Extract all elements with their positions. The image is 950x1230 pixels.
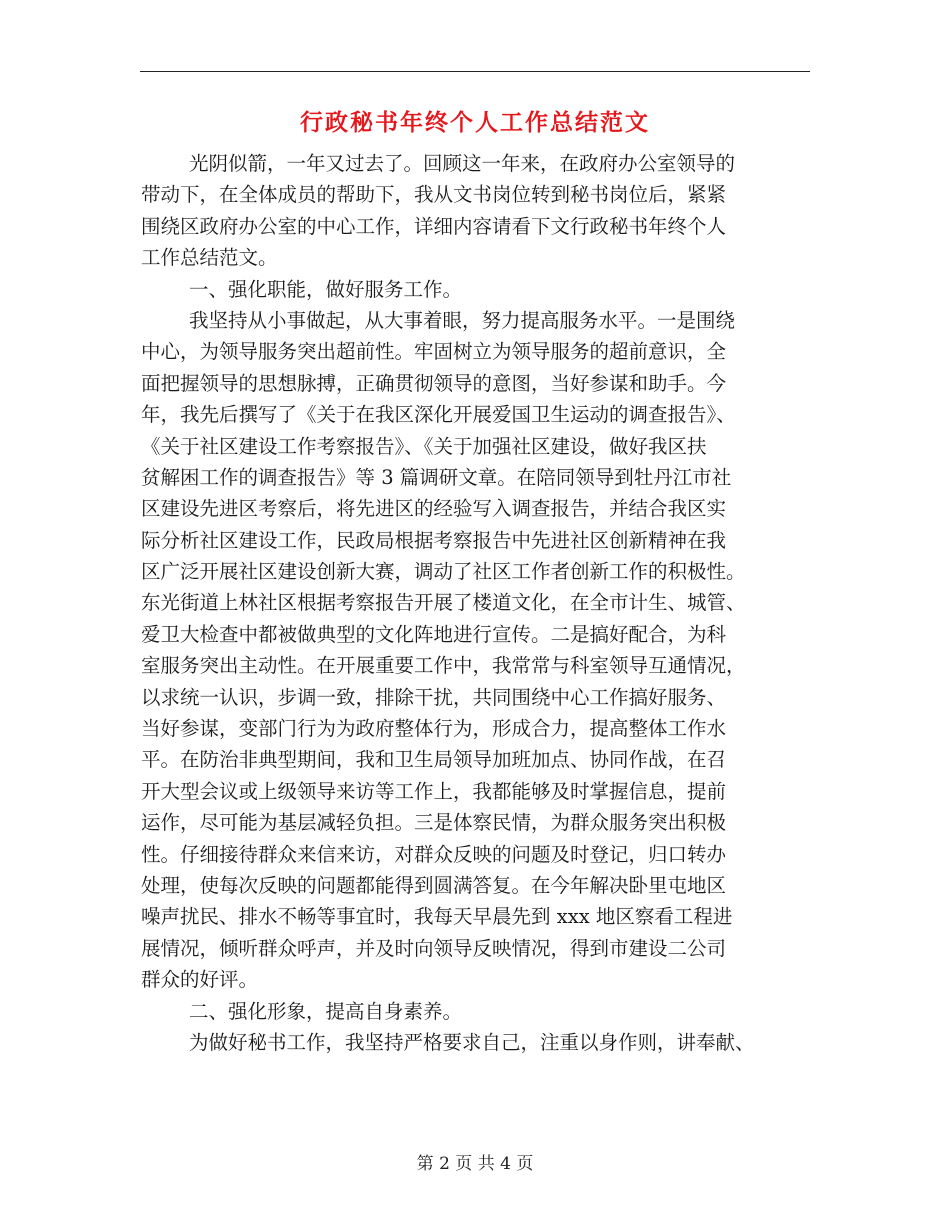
paragraph-line: 爱卫大检查中都被做典型的文化阵地进行宣传。二是搞好配合，为科 <box>141 622 727 646</box>
paragraph-line: 群众的好评。 <box>141 968 259 992</box>
paragraph-line: 区建设先进区考察后，将先进区的经验写入调查报告，并结合我区实 <box>141 497 727 521</box>
document-body <box>141 148 821 1058</box>
paragraph-line: 我坚持从小事做起，从大事着眼，努力提高服务水平。一是围绕 <box>189 308 736 332</box>
paragraph-line: 带动下，在全体成员的帮助下，我从文书岗位转到秘书岗位后，紧紧 <box>141 183 727 207</box>
paragraph-line: 中心，为领导服务突出超前性。牢固树立为领导服务的超前意识，全 <box>141 340 727 364</box>
paragraph-line: 光阴似箭，一年又过去了。回顾这一年来，在政府办公室领导的 <box>189 152 736 175</box>
paragraph-line: 面把握领导的思想脉搏，正确贯彻领导的意图，当好参谋和助手。今 <box>141 371 727 395</box>
paragraph-line: 运作，尽可能为基层减轻负担。三是体察民情，为群众服务突出积极 <box>141 811 727 835</box>
paragraph-line: 开大型会议或上级领导来访等工作上，我都能够及时掌握信息，提前 <box>141 779 727 803</box>
paragraph-line: 为做好秘书工作，我坚持严格要求自己，注重以身作则，讲奉献、 <box>189 1030 755 1054</box>
section-heading: 二、强化形象，提高自身素养。 <box>189 999 463 1023</box>
paragraph-line: 室服务突出主动性。在开展重要工作中，我常常与科室领导互通情况， <box>141 654 746 678</box>
paragraph-line: 东光街道上林社区根据考察报告开展了楼道文化，在全市计生、城管、 <box>141 591 746 615</box>
paragraph-line: 展情况，倾听群众呼声，并及时向领导反映情况，得到市建设二公司 <box>141 936 727 960</box>
paragraph-line: 贫解困工作的调查报告》等 3 篇调研文章。在陪同领导到牡丹江市社 <box>141 465 732 489</box>
header-rule <box>140 71 810 72</box>
paragraph-line: 以求统一认识，步调一致，排除干扰，共同围绕中心工作搞好服务、 <box>141 685 727 709</box>
section-heading: 一、强化职能，做好服务工作。 <box>189 277 463 301</box>
paragraph-line: 平。在防治非典型期间，我和卫生局领导加班加点、协同作战，在召 <box>141 748 727 772</box>
paragraph-line: 性。仔细接待群众来信来访，对群众反映的问题及时登记，归口转办 <box>141 842 727 866</box>
paragraph-line: 工作总结范文。 <box>141 246 278 270</box>
paragraph-line: 《关于社区建设工作考察报告》、《关于加强社区建设，做好我区扶 <box>141 434 707 458</box>
paragraph-line: 际分析社区建设工作，民政局根据考察报告中先进社区创新精神在我 <box>141 528 727 552</box>
paragraph-line: 处理，使每次反映的问题都能得到圆满答复。在今年解决卧里屯地区 <box>141 873 727 897</box>
document-title: 行政秘书年终个人工作总结范文 <box>300 109 650 136</box>
paragraph-line: 围绕区政府办公室的中心工作，详细内容请看下文行政秘书年终个人 <box>141 214 727 238</box>
paragraph-line: 当好参谋，变部门行为为政府整体行为，形成合力，提高整体工作水 <box>141 717 727 741</box>
paragraph-line: 年，我先后撰写了《关于在我区深化开展爱国卫生运动的调查报告》、 <box>141 403 736 427</box>
page-number: 第 2 页 共 4 页 <box>416 1154 534 1174</box>
paragraph-line: 噪声扰民、排水不畅等事宜时，我每天早晨先到 xxx 地区察看工程进 <box>141 905 733 929</box>
paragraph-line: 区广泛开展社区建设创新大赛，调动了社区工作者创新工作的积极性。 <box>141 560 746 584</box>
